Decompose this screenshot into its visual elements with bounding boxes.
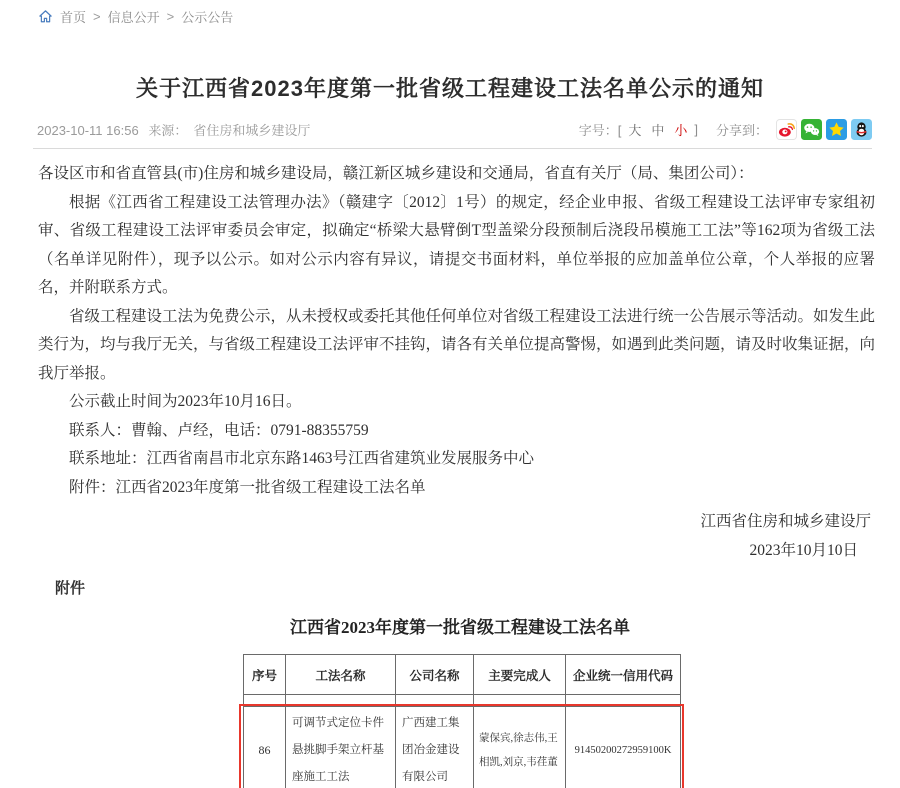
share-label: 分享到： — [715, 122, 768, 138]
cell-no: 86 — [244, 707, 286, 788]
table-row-86 — [244, 707, 681, 788]
publish-datetime: 2023-10-11 16:56 — [37, 122, 139, 138]
paragraph-deadline: 公示截止时间为2023年10月16日。 — [69, 393, 302, 410]
cell-authors: 蒙保宾,徐志伟,王相凯,刘京,韦荏董 — [474, 707, 566, 788]
paragraph-warning: 省级工程建设工法为免费公示，从未授权或委托其他任何单位对省级工程建设工法进行统一公告展示等活动。如发生此类行为，均与我厅无关，与省级工程建设工法评审不挂钩，请各有关单位提高警惕，如遇到此类问题，请及时收集证据，向我厅举报。 — [38, 307, 876, 382]
col-header-method: 工法名称 — [286, 655, 396, 695]
signature-org: 江西省住房和城乡建设厅 — [700, 513, 871, 530]
article-meta-row — [37, 116, 872, 142]
method-list-table-wrap — [243, 654, 680, 788]
attachment-label: 附件 — [55, 580, 86, 597]
col-header-authors: 主要完成人 — [474, 655, 566, 695]
signature-block — [38, 508, 875, 565]
qzone-icon[interactable] — [826, 119, 847, 140]
paragraph-contacts: 联系人：曹翰、卢经，电话：0791-88355759 — [69, 421, 369, 439]
paragraph-attachment-ref: 附件：江西省2023年度第一批省级工程建设工法名单 — [69, 478, 426, 496]
article-meta — [37, 120, 316, 139]
page-title: 关于江西省2023年度第一批省级工程建设工法名单公示的通知 — [136, 76, 764, 101]
col-header-credit-code: 企业统一信用代码 — [566, 655, 681, 695]
breadcrumb — [38, 7, 233, 26]
source-value: 省住房和城乡建设厅 — [193, 122, 311, 138]
paragraph-salutation: 各设区市和省直管县(市)住房和城乡建设局，赣江新区城乡建设和交通局，省直有关厅（局、集团公司）： — [38, 165, 754, 182]
font-size-bracket: ] — [694, 121, 698, 137]
breadcrumb-separator: > — [93, 9, 101, 24]
font-size-small-button[interactable]: 小 — [674, 122, 688, 138]
paragraph-basis: 根据《江西省工程建设工法管理办法》（赣建字〔2012〕1号）的规定，经企业申报、省级工程建设工法评审专家组初审、省级工程建设工法评审委员会审定，拟确定“桥梁大悬臂倒T型盖梁分段预制后浇段吊模施工工法”等162项为省级工法（名单详见附件），现予以公示。如对公示内容有异议，请提交书面材料，单位举报的应加盖单位公章，个人举报的应署名，并附联系方式。 — [38, 193, 875, 296]
cell-credit-code: 91450200272959100K — [566, 707, 681, 788]
article-body — [38, 160, 875, 565]
qq-icon[interactable] — [851, 119, 872, 140]
source-label: 来源： — [148, 122, 188, 138]
article-tools — [579, 119, 872, 140]
table-spacer-row — [244, 695, 681, 707]
method-list-table — [243, 654, 681, 788]
col-header-no: 序号 — [244, 655, 286, 695]
weibo-icon[interactable] — [776, 119, 797, 140]
paragraph-address: 联系地址：江西省南昌市北京东路1463号江西省建筑业发展服务中心 — [69, 450, 535, 467]
signature-date: 2023年10月10日 — [749, 541, 858, 559]
cell-company: 广西建工集团冶金建设有限公司 — [396, 707, 474, 788]
cell-method: 可调节式定位卡件悬挑脚手架立杆基座施工工法 — [286, 707, 396, 788]
font-size-label: 字号：[ — [578, 122, 622, 138]
attachment-table-title: 江西省2023年度第一批省级工程建设工法名单 — [290, 618, 630, 637]
table-header-row — [244, 655, 681, 695]
font-size-large-button[interactable]: 大 — [628, 122, 642, 138]
home-icon[interactable] — [38, 9, 53, 24]
wechat-icon[interactable] — [801, 119, 822, 140]
breadcrumb-item-notice[interactable]: 公示公告 — [181, 10, 234, 25]
breadcrumb-separator: > — [166, 9, 175, 24]
breadcrumb-item-info[interactable]: 信息公开 — [107, 10, 160, 25]
breadcrumb-item-home[interactable]: 首页 — [60, 10, 87, 25]
col-header-company: 公司名称 — [396, 655, 474, 695]
header-divider — [33, 148, 872, 149]
attachment-section — [0, 572, 900, 788]
font-size-medium-button[interactable]: 中 — [651, 122, 665, 138]
